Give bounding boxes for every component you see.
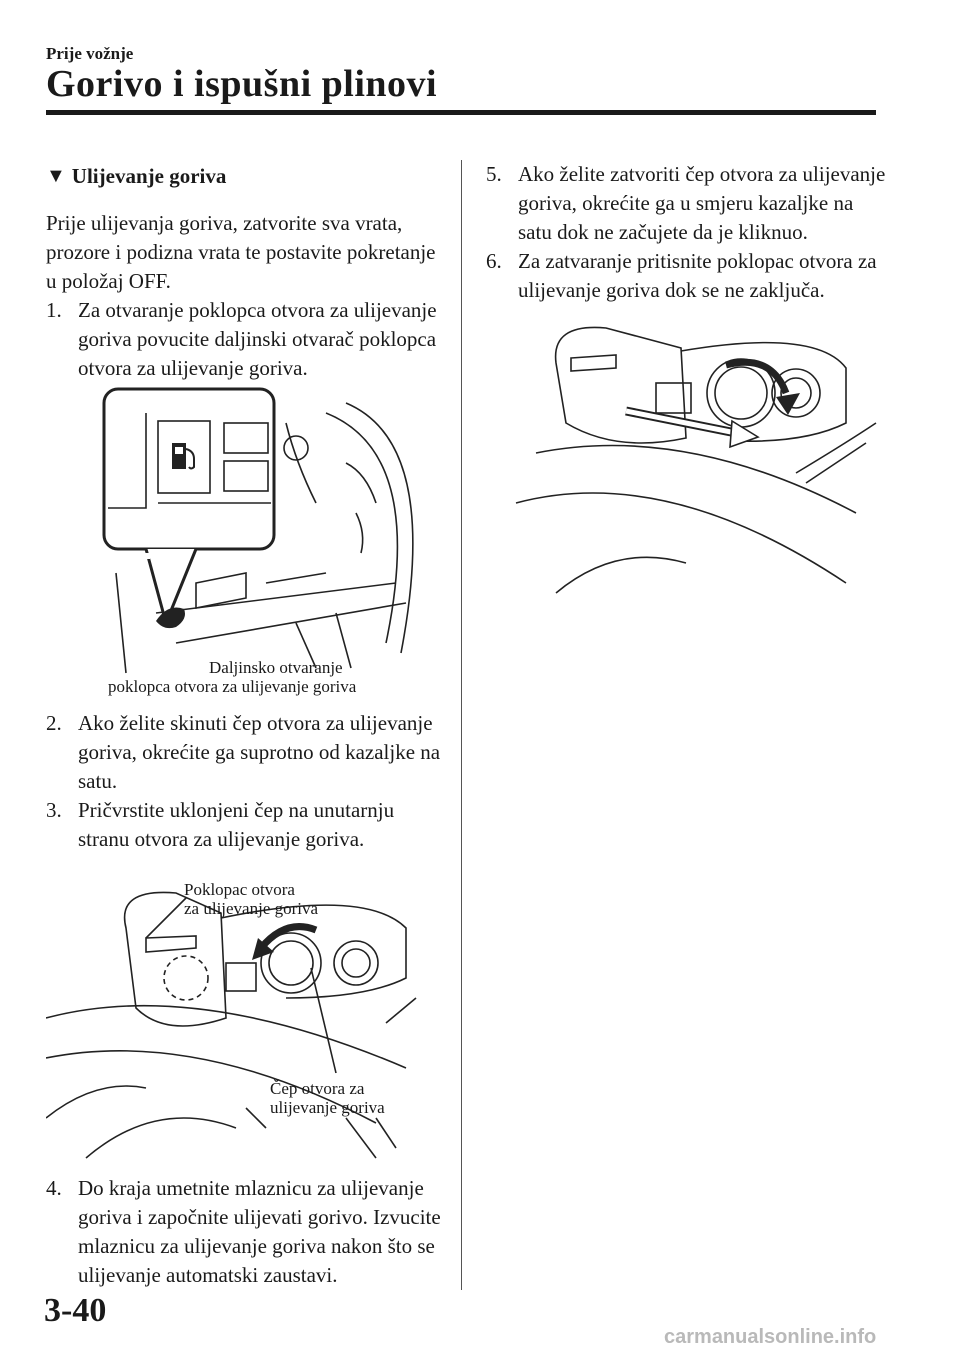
remote-caption-line2: poklopca otvora za ulijevanje goriva — [108, 677, 357, 696]
remote-caption-line1: Daljinsko otvaranje — [209, 658, 343, 677]
subheading-text: Ulijevanje goriva — [71, 164, 227, 188]
column-divider — [461, 160, 462, 1290]
remote-release-illustration — [46, 383, 446, 703]
step-text: Do kraja umetnite mlaznicu za ulijevanje goriva i započnite ulijevati gorivo. Izvucite mlaznicu za ulijevanje goriva nakon što se ulijevanje automatski zaustavi. — [78, 1176, 441, 1287]
figure-remote-release — [46, 383, 446, 703]
step-2 — [46, 709, 446, 796]
section-label: Prije vožnje — [46, 44, 134, 63]
step-number: 2. — [46, 711, 62, 735]
figure-lid-cap — [46, 868, 446, 1168]
intro-paragraph: Prije ulijevanja goriva, zatvorite sva vrata, prozore i podizna vrata te postavite pokretanje u položaj OFF. — [46, 211, 436, 293]
cap-caption-line1: Čep otvora za — [270, 1079, 365, 1098]
step-number: 1. — [46, 298, 62, 322]
step-text: Pričvrstite uklonjeni čep na unutarnju stranu otvora za ulijevanje goriva. — [78, 798, 395, 851]
page-number: 3-40 — [44, 1292, 107, 1329]
lid-caption-line1: Poklopac otvora — [184, 880, 295, 899]
step-text: Za otvaranje poklopca otvora za ulijevanje goriva povucite daljinski otvarač poklopca otvora za ulijevanje goriva. — [78, 298, 437, 380]
step-4 — [46, 1174, 446, 1290]
triangle-marker-icon: ▼ — [46, 165, 66, 187]
step-number: 4. — [46, 1176, 62, 1200]
step-text: Za zatvaranje pritisnite poklopac otvora za ulijevanje goriva dok se ne zaključa. — [518, 249, 877, 302]
step-text: Ako želite zatvoriti čep otvora za ulijevanje goriva, okrećite ga u smjeru kazaljke na satu dok ne začujete da je kliknuo. — [518, 162, 886, 244]
step-number: 5. — [486, 162, 502, 186]
step-3 — [46, 796, 446, 854]
step-number: 3. — [46, 798, 62, 822]
cap-caption-line2: ulijevanje goriva — [270, 1098, 385, 1117]
watermark: carmanualsonline.info — [664, 1326, 877, 1348]
lid-caption-line2: za ulijevanje goriva — [184, 899, 319, 918]
left-column — [46, 160, 446, 1290]
subheading — [46, 162, 446, 191]
push-direction-arrow-icon — [626, 411, 758, 447]
step-text: Ako želite skinuti čep otvora za ulijevanje goriva, okrećite ga suprotno od kazaljke na satu. — [78, 711, 441, 793]
step-6 — [486, 247, 886, 305]
figure-close-cap — [486, 323, 886, 603]
step-1 — [46, 296, 446, 383]
page-title: Gorivo i ispušni plinovi — [46, 63, 438, 105]
step-5 — [486, 160, 886, 247]
step-number: 6. — [486, 249, 502, 273]
right-column — [486, 160, 886, 603]
close-cap-illustration — [486, 323, 886, 603]
title-rule — [46, 110, 876, 115]
